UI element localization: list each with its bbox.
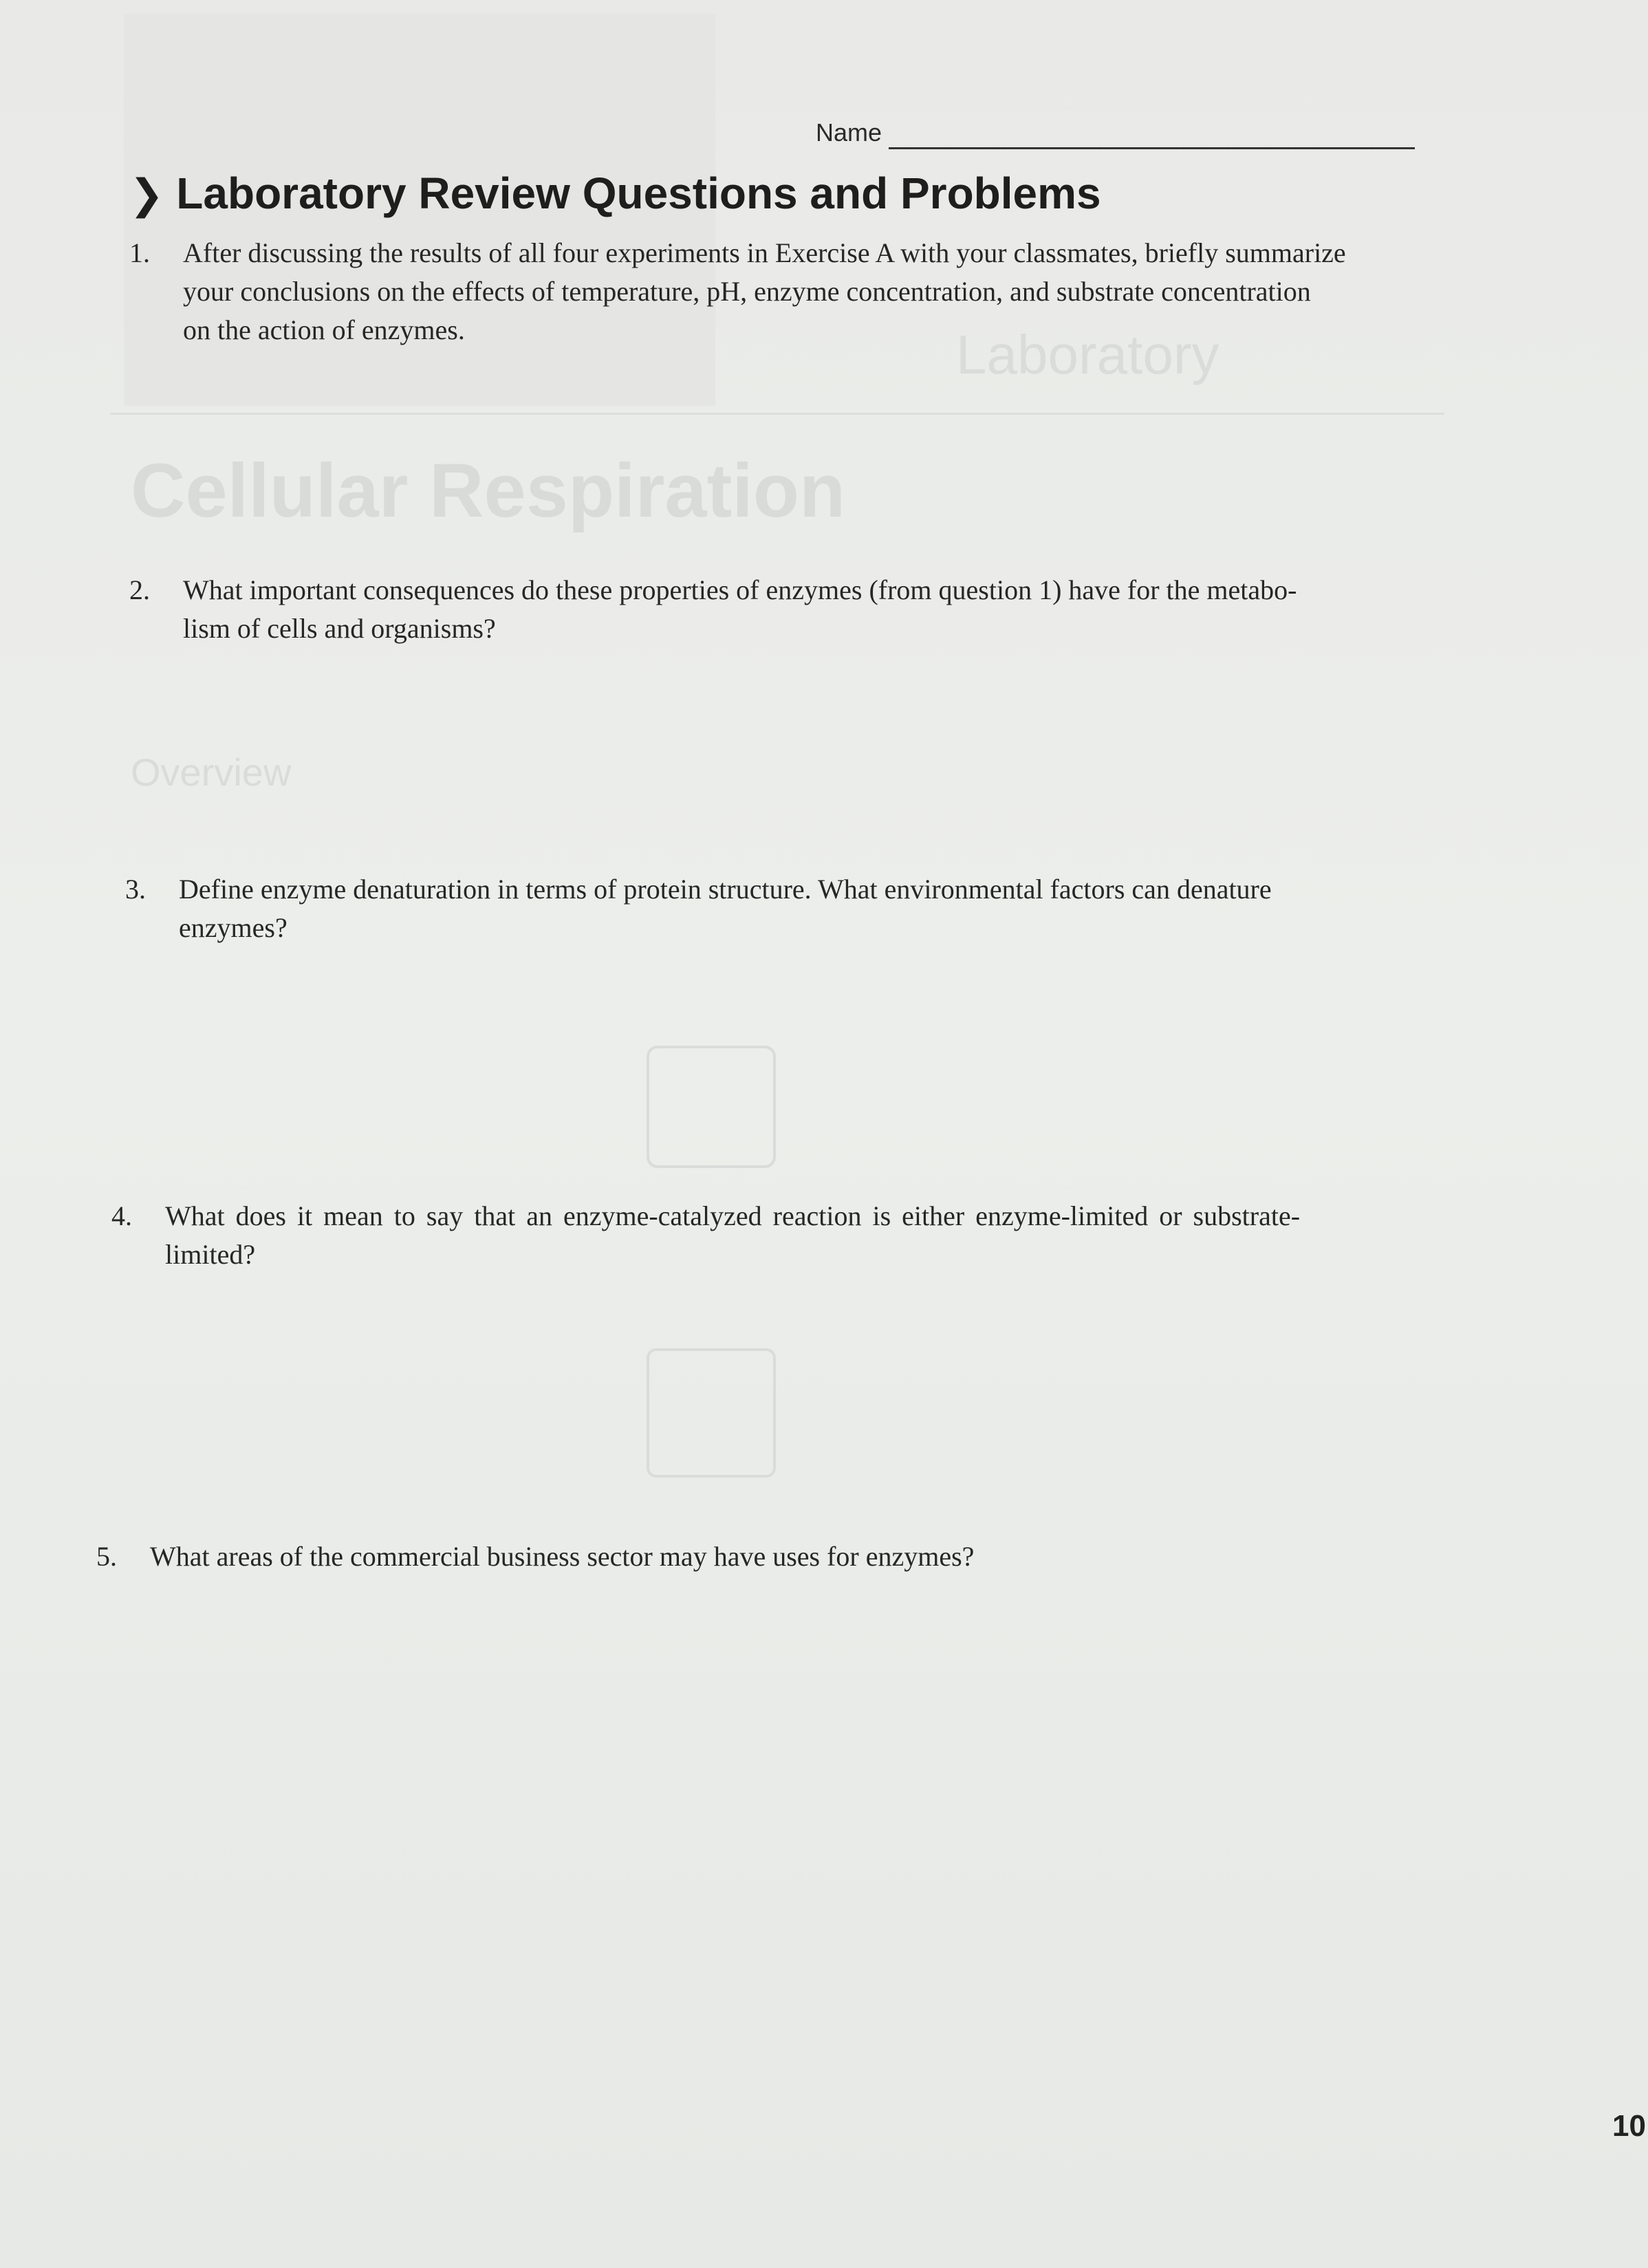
question-text	[183, 571, 1297, 648]
question-number: 4.	[111, 1200, 132, 1231]
page-number: 10	[1612, 2109, 1646, 2143]
question-line: your conclusions on the effects of temperature, pH, enzyme concentration, and substrate concentration	[183, 276, 1311, 307]
bleed-through-diagram	[647, 1348, 776, 1478]
question-line: on the action of enzymes.	[183, 314, 465, 345]
question-line: enzymes?	[179, 912, 288, 943]
bleed-through-diagram	[647, 1046, 776, 1168]
bleed-through-label: Laboratory	[956, 324, 1219, 385]
question-text	[183, 234, 1346, 349]
question-text	[165, 1197, 1300, 1274]
chevron-right-icon: ❯	[129, 171, 164, 217]
question-number: 1.	[129, 237, 150, 268]
question-line: After discussing the results of all four experiments in Exercise A with your classmates, briefly summarize	[183, 237, 1346, 268]
question-line: Define enzyme denaturation in terms of protein structure. What environmental factors can denature	[179, 874, 1272, 905]
name-blank-line	[889, 147, 1415, 149]
question-text	[179, 870, 1272, 947]
bleed-through-rule	[110, 413, 1444, 415]
question-number: 5.	[96, 1541, 117, 1572]
question-line: What important consequences do these properties of enzymes (from question 1) have for the metabo-	[183, 574, 1297, 605]
question-line: What areas of the commercial business sector may have uses for enzymes?	[150, 1541, 975, 1572]
question-line: What does it mean to say that an enzyme-catalyzed reaction is either enzyme-limited or substrate-	[165, 1200, 1301, 1231]
question-text	[150, 1537, 974, 1576]
question-number: 2.	[129, 574, 150, 605]
question-line: limited?	[165, 1239, 256, 1270]
name-label: Name	[816, 118, 882, 147]
bleed-through-title: Cellular Respiration	[131, 449, 846, 533]
question-line: lism of cells and organisms?	[183, 613, 496, 644]
section-title: Laboratory Review Questions and Problems	[176, 169, 1101, 218]
bleed-through-heading: Overview	[131, 750, 292, 794]
question-number: 3.	[125, 874, 146, 905]
section-heading	[129, 168, 1101, 219]
